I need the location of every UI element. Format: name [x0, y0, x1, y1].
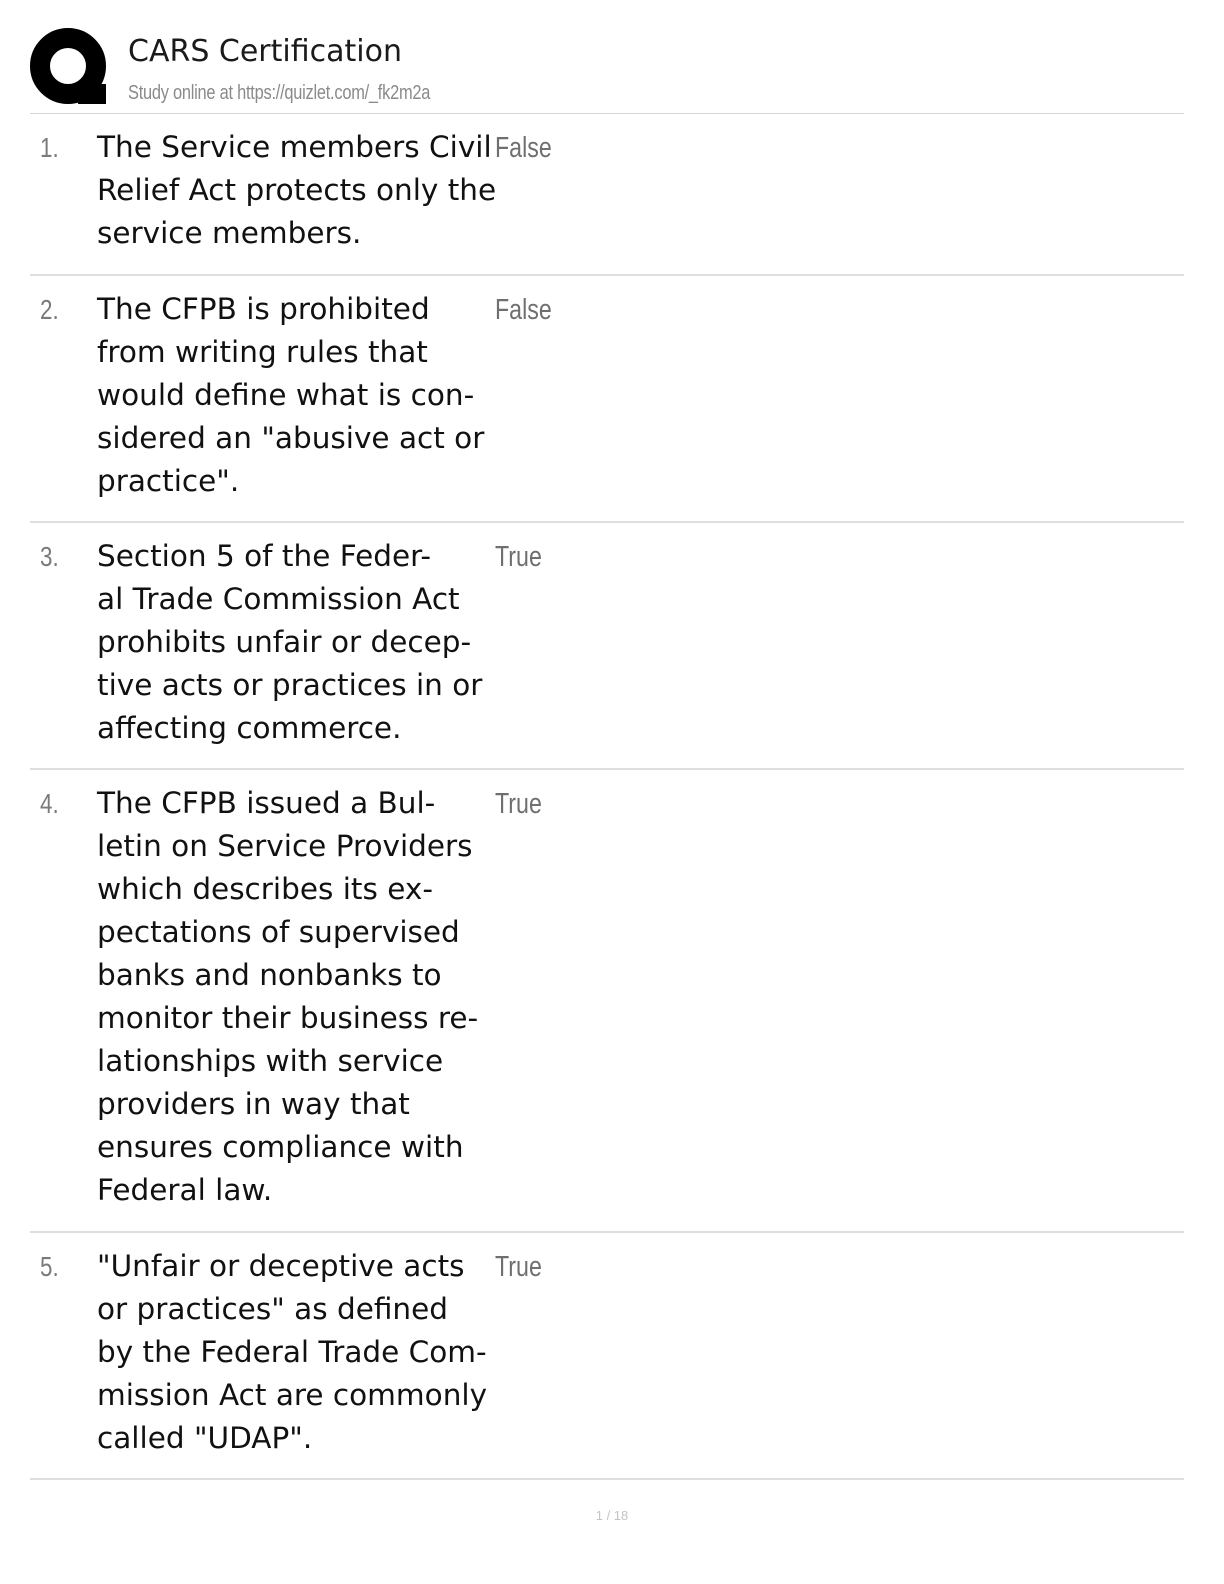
term-line: practice". [97, 464, 240, 498]
term-line: Section 5 of the Feder- [97, 539, 431, 573]
term-line: mission Act are commonly [97, 1378, 488, 1412]
card-term [97, 288, 497, 503]
card-term [97, 782, 497, 1212]
term-line: "Unfair or deceptive acts [97, 1249, 465, 1283]
card-definition: True [495, 788, 542, 820]
term-line: would define what is con- [97, 378, 475, 412]
term-line: The Service members Civil [97, 130, 492, 164]
term-line: ensures compliance with [97, 1130, 464, 1164]
study-link[interactable]: Study online at https://quizlet.com/_fk2m2a [128, 82, 431, 104]
term-line: which describes its ex- [97, 872, 433, 906]
page-header [30, 28, 1184, 114]
card-term [97, 126, 497, 255]
term-line: from writing rules that [97, 335, 428, 369]
card-number: 1. [40, 132, 59, 163]
term-line: letin on Service Providers [97, 829, 473, 863]
flashcard-row [30, 523, 1184, 770]
term-line: Federal law. [97, 1173, 273, 1207]
term-line: lationships with service [97, 1044, 444, 1078]
term-line: pectations of supervised [97, 915, 460, 949]
term-line: sidered an "abusive act or [97, 421, 485, 455]
term-line: banks and nonbanks to [97, 958, 442, 992]
term-line: monitor their business re- [97, 1001, 479, 1035]
flashcard-row [30, 770, 1184, 1233]
card-definition: True [495, 1251, 542, 1283]
set-title: CARS Certification [128, 34, 402, 69]
term-line: tive acts or practices in or [97, 668, 483, 702]
flashcard-list [30, 114, 1184, 1480]
card-number: 4. [40, 788, 59, 819]
card-number: 2. [40, 294, 59, 325]
term-line: Relief Act protects only the [97, 173, 497, 207]
term-line: affecting commerce. [97, 711, 402, 745]
flashcard-row [30, 1233, 1184, 1480]
card-term [97, 1245, 497, 1460]
term-line: al Trade Commission Act [97, 582, 460, 616]
card-number: 3. [40, 541, 59, 572]
term-line: providers in way that [97, 1087, 410, 1121]
term-line: service members. [97, 216, 362, 250]
term-line: The CFPB issued a Bul- [97, 786, 436, 820]
term-line: called "UDAP". [97, 1421, 313, 1455]
card-definition: False [495, 294, 552, 326]
term-line: by the Federal Trade Com- [97, 1335, 487, 1369]
flashcard-row [30, 276, 1184, 523]
card-number: 5. [40, 1251, 59, 1282]
page-indicator: 1 / 18 [595, 1508, 629, 1523]
quizlet-logo-icon [30, 28, 110, 108]
term-line: prohibits unfair or decep- [97, 625, 472, 659]
card-definition: False [495, 132, 552, 164]
card-definition: True [495, 541, 542, 573]
term-line: or practices" as defined [97, 1292, 449, 1326]
term-line: The CFPB is prohibited [97, 292, 430, 326]
flashcard-row [30, 114, 1184, 276]
card-term [97, 535, 497, 750]
